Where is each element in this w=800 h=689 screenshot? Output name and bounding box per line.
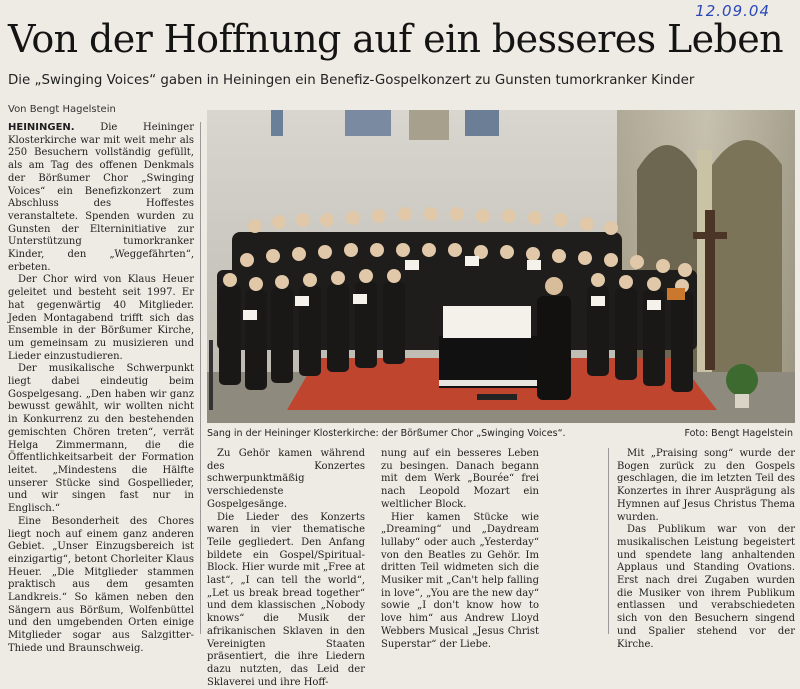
- paragraph-text: Die Heininger Klosterkirche war mit weit mehr als 250 Besuchern vollständig gefüllt, als am Tag des offenen Denkmals der Börßumer Chor „Swinging Voices“ ein Benefizkonzert zum Abschluss des Hoffestes veranstaltete. Spenden wurden zu Gunsten der Elterninitiative zur Unterstützung tumorkranker Kinder, den „Weggefährten“, erbeten.: [8, 122, 194, 273]
- paragraph: Der Chor wird von Klaus Heuer geleitet und besteht seit 1997. Er hat gegenwärtig 40 Mitglieder. Jeden Montagabend trifft sich das Ensemble in der Börßumer Kirche, um gemeinsam zu musizieren und Lieder einzustudieren.: [8, 274, 194, 362]
- handwritten-date-note: 12.09.04: [695, 2, 770, 20]
- photo-caption: Sang in der Heininger Klosterkirche: der Börßumer Chor „Swinging Voices“.: [207, 428, 566, 439]
- choir-photo: [207, 110, 795, 423]
- paragraph: Hier kamen Stücke wie „Dreaming“ und „Daydream lullaby“ oder auch „Yesterday“ von den Beatles zu Gehör. Im dritten Teil widmeten sich die Musiker mit „Can't help falling in love“, „You are the new day“ sowie „I don't know how to love him“ aus Andrew Lloyd Webbers Musical „Jesus Christ Superstar“ der Liebe.: [381, 511, 539, 650]
- dateline: HEININGEN.: [8, 122, 75, 133]
- photo-credit: Foto: Bengt Hagelstein: [684, 428, 793, 439]
- article-headline: Von der Hoffnung auf ein besseres Leben: [8, 17, 784, 61]
- article-column-1: [8, 122, 194, 656]
- byline: Von Bengt Hagelstein: [8, 104, 116, 115]
- article-column-2: [207, 448, 365, 689]
- paragraph: [8, 122, 194, 274]
- article-column-4: [617, 448, 795, 651]
- column-divider-left: [200, 122, 201, 634]
- paragraph: Das Publikum war von der musikalischen Leistung begeistert und spendete lang anhaltenden Applaus und Standing Ovations. Erst nach drei Zugaben wurden die Musiker von ihrem Publikum entlassen und verabschiedeten sich von den Besuchern singend und Spalier stehend vor der Kirche.: [617, 524, 795, 650]
- paragraph: Mit „Praising song“ wurde der Bogen zurück zu den Gospels geschlagen, die im letzten Teil des Konzertes in ihrer Ausprägung als Hymnen auf Jesus Christus Thema wurden.: [617, 448, 795, 523]
- column-divider-right: [608, 448, 609, 634]
- article-subheadline: Die „Swinging Voices“ gaben in Heiningen ein Benefiz-Gospelkonzert zu Gunsten tumorkranker Kinder: [8, 73, 695, 88]
- choir-photo-illustration: [207, 110, 795, 423]
- paragraph: Zu Gehör kamen während des Konzertes schwerpunktmäßig verschiedenste Gospelgesänge.: [207, 448, 365, 510]
- paragraph: Der musikalische Schwerpunkt liegt dabei eindeutig beim Gospelgesang. „Den haben wir ganz bewusst gewählt, wir wollten nicht in Konkurrenz zu den bestehenden gemischten Chören treten“, verrät Helga Zimmermann, die die Öffentlichkeitsarbeit der Formation leitet. „Mindestens die Hälfte unserer Stücke sind Gospellieder, und wir singen fast nur in Englisch.“: [8, 363, 194, 515]
- paragraph: nung auf ein besseres Leben zu besingen. Danach begann mit dem Werk „Bourée“ frei nach Leopold Mozart ein weltlicher Block.: [381, 448, 539, 510]
- photo-caption-bar: [207, 428, 795, 439]
- paragraph: Die Lieder des Konzerts waren in vier thematische Teile gegliedert. Den Anfang bildete ein Gospel/Spiritual-Block. Hier wurde mit „Free at last“, „I can tell the world“, „Let us break bread together“ und dem klassischen „Nobody knows“ die Musik der afrikanischen Sklaven in den Vereinigten Staaten präsentiert, die ihre Liedern dazu nutzten, das Leid der Sklaverei und ihre Hoff-: [207, 511, 365, 688]
- article-column-3: [381, 448, 539, 651]
- paragraph: Eine Besonderheit des Chores liegt noch auf einem ganz anderen Gebiet. „Unser Einzugsbereich ist einzigartig“, betont Chorleiter Klaus Heuer. „Die Mitglieder stammen praktisch aus dem gesamten Landkreis.“ So kämen neben den Sängern aus Börßum, Wolfenbüttel und den umgebenden Orten einige Mitglieder sogar aus Salzgitter-Thiede und Braunschweig.: [8, 515, 194, 654]
